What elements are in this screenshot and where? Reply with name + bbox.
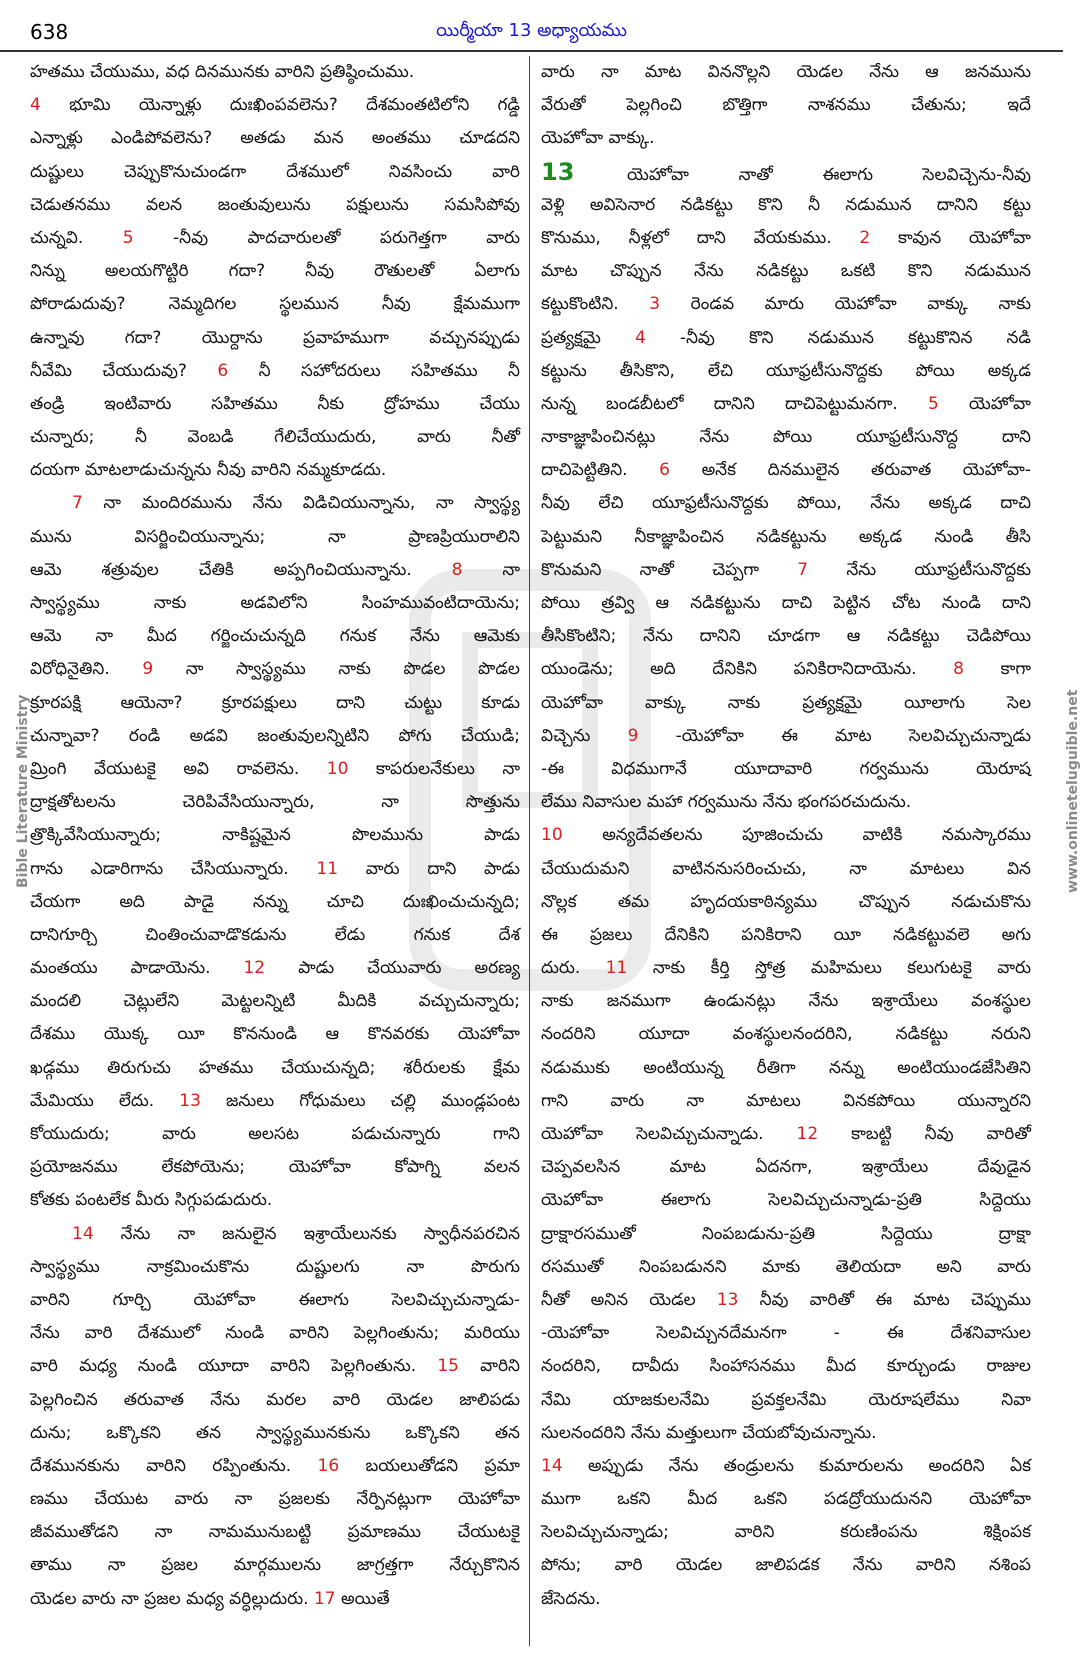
text-line [541, 1018, 1031, 1051]
verse-text: దును; ఒక్కొకని తన స్వాస్థ్యమునకును ఒక్కొకని తన [30, 1422, 520, 1443]
text-line [30, 720, 520, 753]
text-line [541, 156, 1031, 189]
verse-text: నేను యూఫ్రటీసునొద్దకు [846, 559, 1031, 580]
verse-text: తండ్రి ఇంటివారు సహితము నీకు ద్రోహము చేయు [30, 393, 520, 414]
verse-text: నీతో అనిన యెడల [541, 1289, 717, 1310]
text-line [541, 1052, 1031, 1085]
text-line [541, 1583, 1031, 1616]
running-head: యిర్మీయా 13 అధ్యాయము [436, 20, 627, 41]
text-line [30, 222, 520, 255]
text-line [30, 421, 520, 454]
verse-text: దేశమునకును వారిని రప్పింతును. [30, 1455, 318, 1476]
verse-text: నేను వారి దేశములో నుండి వారిని పెల్లగింతును; మరియు [30, 1323, 520, 1344]
verse-text: వారిని [480, 1356, 520, 1377]
text-line [541, 1417, 1031, 1450]
text-line [30, 786, 520, 819]
verse-text: ఎన్నాళ్లు ఎండిపోవలెను? అతడు మన అంతము చూడదని [30, 128, 520, 149]
text-line [541, 1384, 1031, 1417]
verse-number: 17 [313, 1588, 341, 1609]
verse-text: పోయి త్రవ్వి ఆ నడికట్టును దాచి పెట్టిన చోట నుండి దాని [541, 593, 1031, 613]
verse-number: 5 [927, 393, 969, 414]
verse-text: వేరుతో పెల్లగించి బొత్తిగా నాశనము చేతును; ఇదే [541, 95, 1031, 116]
verse-number: 13 [716, 1289, 760, 1310]
verse-number: 12 [796, 1124, 852, 1144]
text-line [541, 753, 1031, 786]
text-line [541, 786, 1031, 819]
verse-text: ఉన్నావు గదా? యొర్దాను ప్రవాహముగా వచ్చునప్పుడు [30, 327, 520, 348]
verse-text: నీవు వారితో ఈ మాట చెప్పుము [759, 1289, 1031, 1310]
verse-text: లేము నివాసుల మహా గర్వమును నేను భంగపరచుదును. [541, 792, 912, 813]
verse-text: అన్యదేవతలను పూజించుచు వాటికి నమస్కారము [602, 825, 1031, 846]
verse-number: 5 [122, 227, 174, 248]
verse-text: యెహోవా సెలవిచ్చుచున్నాడు. [541, 1124, 797, 1144]
text-line [30, 454, 520, 487]
text-line [30, 1350, 520, 1383]
text-line [30, 1151, 520, 1184]
verse-text: సులనందరిని నేను మత్తులుగా చేయబోవుచున్నాను. [541, 1422, 877, 1443]
verse-number: 7 [797, 559, 847, 580]
text-line [541, 255, 1031, 288]
verse-text: విరోధినైతిని. [30, 659, 143, 680]
text-line [30, 587, 520, 620]
verse-text: చున్నావా? రండి అడవి జంతువులన్నిటిని పోగు చేయుడి; [30, 725, 520, 746]
verse-text: ద్రాక్షారసముతో నింపబడును-ప్రతి సిద్దెయు ద్రాక్షా [541, 1223, 1031, 1244]
verse-text: కావున యెహోవా [898, 227, 1031, 248]
text-line [30, 89, 520, 122]
verse-text: వారిని గూర్చి యెహోవా ఈలాగు సెలవిచ్చుచున్నాడు- [30, 1289, 520, 1310]
verse-text: తీసికొంటిని; నేను దానిని చూడగా ఆ నడికట్టు చెడిపోయి [541, 626, 1031, 647]
verse-text: దాచిపెట్టితిని. [541, 460, 660, 481]
text-line [30, 487, 520, 520]
page-header [0, 0, 1063, 52]
verse-text: నాకాజ్ఞాపించినట్లు నేను పోయి యూఫ్రటీసునొద్ద దాని [541, 427, 1031, 448]
verse-text: చున్నవి. [30, 227, 123, 248]
text-line [30, 819, 520, 852]
text-line [541, 1516, 1031, 1549]
text-line [541, 487, 1031, 520]
verse-text: నా స్వాస్థ్యము నాకు పొడల పొడల [185, 659, 520, 680]
text-line [30, 1549, 520, 1582]
left-column [30, 56, 520, 1656]
text-line [30, 653, 520, 686]
verse-text: నా [502, 559, 520, 580]
text-line [30, 1417, 520, 1450]
text-line [30, 886, 520, 919]
text-line [541, 1450, 1031, 1483]
text-line [541, 853, 1031, 886]
text-line [541, 886, 1031, 919]
text-line [30, 1284, 520, 1317]
verse-text: వెళ్లి అవిసెనార నడికట్టు కొని నీ నడుమున దానిని కట్టు [541, 194, 1031, 215]
verse-text: నున్న బండబీటలో దానిని దాచిపెట్టుమనగా. [541, 393, 928, 414]
verse-text: సెలవిచ్చుచున్నాడు; వారిని కరుణింపను శిక్షింపక [541, 1522, 1031, 1543]
verse-text: జేసెదను. [541, 1588, 601, 1609]
verse-text: చెడుతనము వలన జంతువులును పక్షులును సమసిపోవు [30, 194, 520, 215]
verse-text: చున్నారు; నీ వెంబడి గేలిచేయుదురు, వారు నీతో [30, 427, 520, 448]
verse-number: 11 [605, 958, 653, 979]
verse-text: తాము నా ప్రజల మార్గములను జాగ్రత్తగా నేర్చుకొనిన [30, 1555, 520, 1576]
text-line [541, 1184, 1031, 1217]
text-line [30, 853, 520, 886]
text-line [30, 1018, 520, 1051]
verse-text: ఖడ్గము తిరుగుచు హతము చేయుచున్నది; శరీరులకు క్షేమ [30, 1057, 520, 1078]
verse-text: గాని వారు నా మాటలు వినకపోయి యున్నారని [541, 1090, 1031, 1111]
text-line [30, 56, 520, 89]
text-line [541, 89, 1031, 122]
verse-text: మేమియు లేదు. [30, 1090, 180, 1111]
verse-text: చేయగా అది పాడై నన్ను చూచి దుఃఖించుచున్నది; [30, 891, 520, 912]
text-line [30, 189, 520, 222]
verse-number: 9 [627, 725, 676, 746]
verse-text: నేను నా జనులైన ఇశ్రాయేలునకు స్వాధీనపరచిన [120, 1223, 520, 1244]
text-line [30, 753, 520, 786]
text-line [30, 985, 520, 1018]
verse-text: మాట చొప్పున నేను నడికట్టు ఒకటి కొని నడుమున [541, 261, 1031, 282]
text-line [541, 322, 1031, 355]
verse-text: అనేక దినములైన తరువాత యెహోవా- [701, 460, 1031, 481]
text-line [30, 620, 520, 653]
text-line [30, 952, 520, 985]
verse-text: నడుముకు అంటియున్న రీతిగా నన్ను అంటియుండజేసితిని [541, 1057, 1031, 1078]
verse-text: మంతయు పాడాయెను. [30, 958, 244, 979]
verse-text: -యెహోవా ఈ మాట సెలవిచ్చుచున్నాడు [675, 725, 1031, 746]
text-line [30, 554, 520, 587]
verse-text: చెప్పవలసిన మాట ఏదనగా, ఇశ్రాయేలు దేవుడైన [541, 1157, 1031, 1178]
verse-number: 6 [659, 460, 702, 481]
verse-text: గాను ఎడారిగాను చేసియున్నారు. [30, 858, 317, 879]
text-line [541, 388, 1031, 421]
verse-text: పోను; వారి యెడల జాలిపడక నేను వారిని నశింప [541, 1555, 1031, 1576]
chapter-number: 13 [541, 157, 627, 186]
text-line [541, 454, 1031, 487]
verse-number: 9 [142, 659, 186, 680]
verse-text: -ఈ విధముగానే యూదావారి గర్వమును యెరూష [541, 758, 1031, 779]
verse-text: -నీవు పాదచారులతో పరుగెత్తగా వారు [173, 227, 520, 248]
verse-text: దుష్టులు చెప్పుకొనుచుండగా దేశములో నివసించు వారి [30, 161, 520, 182]
verse-number: 14 [72, 1223, 121, 1244]
verse-number: 14 [541, 1455, 588, 1476]
verse-number: 8 [953, 659, 1001, 680]
text-line [30, 1251, 520, 1284]
verse-number: 11 [316, 858, 366, 879]
verse-text: జీవముతోడని నా నామమునుబట్టి ప్రమాణము చేయుటకై [30, 1522, 520, 1543]
verse-text: ఆమె నా మీద గర్జించుచున్నది గనుక నేను ఆమెకు [30, 626, 520, 647]
verse-text: అయితే [340, 1588, 390, 1609]
verse-text: పాడు చేయువారు అరణ్య [298, 958, 520, 979]
verse-text: దురు. [541, 958, 606, 979]
verse-text: క్రూరపక్షి ఆయెనా? క్రూరపక్షులు దాని చుట్టు కూడు [30, 692, 520, 713]
verse-number: 8 [451, 559, 503, 580]
verse-text: కొనుము, నీళ్లలో దాని వేయకుము. [541, 227, 860, 248]
right-column [541, 56, 1031, 1656]
verse-text: నాకు జనముగా ఉండునట్లు నేను ఇశ్రాయేలు వంశస్థుల [541, 991, 1031, 1012]
verse-text: నొల్లక తమ హృదయకాఠిన్యము చొప్పున నడుచుకొను [541, 891, 1031, 912]
verse-text: కొనుమని నాతో చెప్పగా [541, 559, 798, 580]
verse-text: యెహోవా నాతో ఈలాగు సెలవిచ్చెను-నీవు [626, 164, 1031, 185]
text-line [541, 122, 1031, 155]
watermark-right: www.onlineteluguible.net [1065, 689, 1081, 893]
verse-text: స్వాస్థ్యము నాక్రమించుకొను దుష్టులగు నా పొరుగు [30, 1256, 520, 1277]
verse-text: కట్టుకొంటిని. [541, 294, 650, 315]
text-line [541, 189, 1031, 222]
text-line [30, 1184, 520, 1217]
verse-text: -యెహోవా సెలవిచ్చునదేమనగా - ఈ దేశనివాసుల [541, 1323, 1031, 1344]
text-line [541, 1085, 1031, 1118]
text-line [30, 1085, 520, 1118]
verse-text: యెహోవా [968, 393, 1031, 414]
verse-text: ఈ ప్రజలు దేనికిని పనికిరాని యీ నడికట్టువలె అగు [541, 924, 1031, 945]
verse-number: 7 [72, 493, 104, 514]
text-line [30, 687, 520, 720]
verse-text: దానిగూర్చి చింతించువాడొకడును లేడు గనుక దేశ [30, 924, 520, 945]
text-line [541, 1218, 1031, 1251]
verse-text: యెహోవా ఈలాగు సెలవిచ్చుచున్నాడు-ప్రతి సిద్దెయు [541, 1190, 1031, 1211]
text-line [30, 288, 520, 321]
text-line [30, 1118, 520, 1151]
verse-text: ఆమె శత్రువుల చేతికి అప్పగించియున్నాను. [30, 559, 452, 580]
text-line [541, 355, 1031, 388]
text-line [30, 919, 520, 952]
verse-text: బయలుతోడని ప్రమా [365, 1455, 520, 1476]
text-line [541, 521, 1031, 554]
verse-text: నీవు లేచి యూఫ్రటీసునొద్దకు పోయి, నేను అక్కడ దాచి [541, 493, 1031, 514]
verse-text: ప్రత్యక్షమై [541, 327, 635, 348]
text-line [30, 388, 520, 421]
text-line [30, 1384, 520, 1417]
verse-number: 2 [859, 227, 899, 248]
verse-text: స్వాస్థ్యము నాకు అడవిలోని సింహమువంటిదాయెను; [30, 593, 520, 613]
verse-text: దయగా మాటలాడుచున్నను నీవు వారిని నమ్మకూడదు. [30, 460, 387, 481]
text-line [541, 554, 1031, 587]
verse-text: కట్టును తీసికొని, లేచి యూఫ్రటీసునొద్దకు పోయి అక్కడ [541, 360, 1031, 381]
verse-text: -నీవు కొని నడుమున కట్టుకొనిన నడి [679, 327, 1031, 348]
verse-number: 4 [30, 95, 70, 116]
verse-text: యెడల వారు నా ప్రజల మధ్య వర్ధిల్లుదురు. [30, 1588, 314, 1609]
verse-text: జనులు గోధుమలు చల్లి ముండ్లపంట [226, 1090, 520, 1111]
verse-text: పెట్టుమని నీకాజ్ఞాపించిన నడికట్టును అక్కడ నుండి తీసి [541, 526, 1031, 547]
verse-text: పోరాడుదువు? నెమ్మదిగల స్థలమున నీవు క్షేమముగా [30, 294, 520, 315]
text-line [30, 1483, 520, 1516]
verse-text: మును విసర్జించియున్నాను; నా ప్రాణప్రియురాలిని [30, 526, 520, 547]
verse-text: నా మందిరమును నేను విడిచియున్నాను, నా స్వాస్థ్య [103, 493, 520, 514]
verse-text: నేమి యాజకులనేమి ప్రవక్తలనేమి యెరూషలేము నివా [541, 1389, 1031, 1410]
verse-text: యెహోవా వాక్కు. [541, 128, 655, 149]
verse-text: యెహోవా వాక్కు నాకు ప్రత్యక్షమై యీలాగు సెల [541, 692, 1031, 713]
text-line [541, 985, 1031, 1018]
text-line [30, 1218, 520, 1251]
text-line [30, 1317, 520, 1350]
verse-text: నందరిని, దావీదు సింహాసనము మీద కూర్చుండు రాజుల [541, 1356, 1031, 1377]
text-line [541, 1251, 1031, 1284]
text-line [541, 222, 1031, 255]
verse-text: రెండవ మారు యెహోవా వాక్కు నాకు [690, 294, 1032, 315]
text-line [30, 255, 520, 288]
text-line [541, 819, 1031, 852]
verse-text: చేయుదుమని వాటిననుసరించుచు, నా మాటలు విన [541, 858, 1031, 879]
verse-number: 13 [179, 1090, 226, 1111]
text-line [541, 720, 1031, 753]
text-line [541, 919, 1031, 952]
verse-text: మందలి చెట్లులేని మెట్టలన్నిటి మీదికి వచ్చుచున్నారు; [30, 991, 520, 1012]
verse-text: నాకు కీర్తి స్తోత్ర మహిమలు కలుగుటకై వారు [652, 958, 1031, 979]
verse-text: నందరిని యూదా వంశస్థులనందరిని, నడికట్టు నరుని [541, 1024, 1031, 1045]
text-line [541, 421, 1031, 454]
text-line [541, 1151, 1031, 1184]
text-line [30, 521, 520, 554]
text-line [30, 322, 520, 355]
text-line [541, 1549, 1031, 1582]
verse-text: కోతకు పంటలేక మీరు సిగ్గుపడుదురు. [30, 1190, 273, 1211]
verse-text: నిన్ను అలయగొట్టిరి గదా? నీవు రౌతులతో ఏలాగు [30, 261, 520, 282]
verse-text: హతము చేయుము, వధ దినమునకు వారిని ప్రతిష్ఠించుము. [30, 62, 415, 82]
text-line [30, 1516, 520, 1549]
text-line [541, 288, 1031, 321]
verse-text: వారు నా మాట విననొల్లని యెడల నేను ఆ జనమును [541, 62, 1031, 82]
text-line [541, 620, 1031, 653]
verse-text: ముగా ఒకని మీద ఒకని పడద్రోయుదునని యెహోవా [541, 1489, 1031, 1510]
verse-number: 15 [437, 1356, 481, 1377]
verse-text: కాపరులనేకులు నా [375, 758, 520, 779]
verse-text: విచ్చెను [541, 725, 628, 746]
verse-text: కోయుదురు; వారు అలసట పడుచున్నారు గాని [30, 1124, 520, 1144]
text-line [541, 56, 1031, 89]
verse-text: నీవేమి చేయుదువు? [30, 360, 218, 381]
verse-number: 10 [541, 825, 603, 846]
watermark-left: Bible Literature Ministry [15, 694, 31, 888]
text-line [541, 952, 1031, 985]
verse-text: ప్రయోజనము లేకపోయెను; యెహోవా కోపాగ్ని వలన [30, 1157, 520, 1178]
verse-text: త్రొక్కివేసియున్నారు; నాకిష్టమైన పొలమును పాడు [30, 825, 520, 846]
verse-number: 16 [317, 1455, 366, 1476]
verse-text: ద్రాక్షతోటలను చెరిపివేసియున్నారు, నా సొత్తును [30, 792, 520, 813]
text-line [541, 1284, 1031, 1317]
text-line [30, 1583, 520, 1616]
text-line [541, 687, 1031, 720]
column-divider [529, 56, 530, 1646]
text-line [541, 1350, 1031, 1383]
verse-number: 6 [217, 360, 259, 381]
text-line [30, 1052, 520, 1085]
verse-text: కాగా [1000, 659, 1031, 680]
text-line [30, 156, 520, 189]
verse-text: యుండెను; అది దేనికిని పనికిరానిదాయెను. [541, 659, 954, 680]
verse-text: ణము చేయుట వారు నా ప్రజలకు నేర్పినట్లుగా యెహోవా [30, 1489, 520, 1510]
verse-text: కాబట్టి నీవు వారితో [851, 1124, 1031, 1144]
verse-text: దేశము యొక్క యీ కొననుండి ఆ కొనవరకు యెహోవా [30, 1024, 520, 1045]
text-line [541, 587, 1031, 620]
verse-text: వారు దాని పాడు [365, 858, 520, 879]
text-line [30, 122, 520, 155]
text-line [30, 355, 520, 388]
verse-number: 12 [243, 958, 299, 979]
verse-number: 4 [634, 327, 680, 348]
verse-text: భూమి యెన్నాళ్లు దుఃఖింపవలెను? దేశమంతటిలోని గడ్డి [69, 95, 520, 116]
text-line [541, 1118, 1031, 1151]
verse-text: పెల్లగించిన తరువాత నేను మరల వారి యెడల జాలిపడు [30, 1389, 520, 1410]
text-line [541, 653, 1031, 686]
verse-text: మ్రింగి వేయుటకై అవి రావలెను. [30, 758, 327, 779]
verse-text: రసముతో నింపబడునని మాకు తెలియదా అని వారు [541, 1256, 1031, 1277]
page-number: 638 [30, 20, 69, 44]
verse-text: వారి మధ్య నుండి యూదా వారిని పెల్లగింతును. [30, 1356, 438, 1377]
verse-number: 10 [326, 758, 376, 779]
verse-number: 3 [649, 294, 691, 315]
text-line [541, 1483, 1031, 1516]
text-line [30, 1450, 520, 1483]
text-line [541, 1317, 1031, 1350]
verse-text: నీ సహోదరులు సహితము నీ [258, 360, 520, 381]
verse-text: అప్పుడు నేను తండ్రులను కుమారులను అందరిని ఏక [587, 1455, 1031, 1476]
